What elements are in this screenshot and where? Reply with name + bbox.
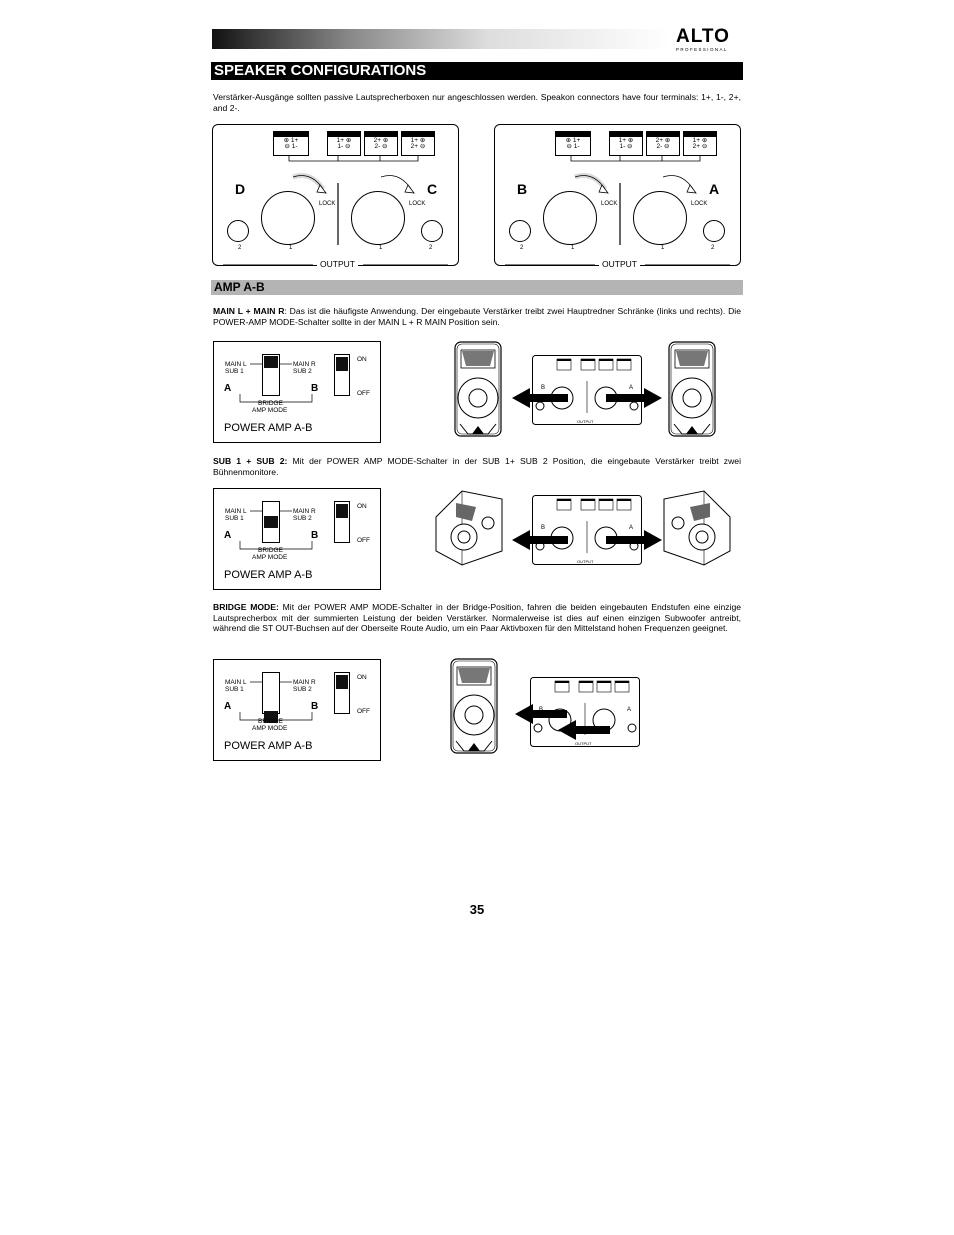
section-title: SPEAKER CONFIGURATIONS	[211, 62, 743, 80]
channel-letter: A	[709, 181, 720, 197]
config-bridge-paragraph	[213, 602, 741, 634]
channel-letter: C	[427, 181, 438, 197]
arrow-left	[512, 530, 568, 550]
config-text: : Das ist die häufigste Anwendung. Der eingebaute Verstärker treibt zwei Hauptredner Schränke (links und rechts). Die POWER-AMP MODE-Schalter sollte in der MAIN L + R MAIN Position sein.	[213, 306, 741, 327]
terminal-box: 1+ ⊕ 1- ⊖	[327, 131, 361, 156]
svg-text:A: A	[627, 707, 632, 713]
channel-letter: B	[517, 181, 528, 197]
small-jack	[509, 220, 531, 242]
output-label: OUTPUT	[317, 259, 358, 269]
header-gradient-bar	[212, 29, 670, 49]
page-number: 35	[469, 902, 485, 917]
intro-paragraph: Verstärker-Ausgänge sollten passive Lautsprecherboxen nur angeschlossen werden. Speakon connectors have four terminals: 1+, 1-, 2+, and 2-.	[213, 92, 741, 113]
terminal-box: 1+ ⊕ 2+ ⊖	[683, 131, 717, 156]
power-amp-mode-box: MAIN L SUB 1 MAIN R SUB 2 A B BRIDGE AMP MODE ON OFF POWER AMP A-B	[213, 488, 381, 590]
small-jack	[703, 220, 725, 242]
small-jack	[421, 220, 443, 242]
speakon-jack	[543, 191, 597, 245]
panel-lines	[213, 125, 458, 265]
svg-text:OUTPUT: OUTPUT	[577, 419, 594, 424]
config-lead: SUB 1 + SUB 2:	[213, 456, 288, 466]
terminal-box: 2+ ⊕ 2- ⊖	[364, 131, 398, 156]
alto-logo: ALTO PROFESSIONAL	[676, 26, 730, 52]
config-lead: BRIDGE MODE:	[213, 602, 279, 612]
speakon-jack	[351, 191, 405, 245]
power-switch[interactable]	[334, 354, 350, 396]
svg-text:A: A	[629, 525, 634, 531]
config-lead: MAIN L + MAIN R	[213, 306, 285, 316]
terminal-box-single: ⊕ 1+ ⊖ 1-	[273, 131, 309, 156]
panel-lines	[495, 125, 740, 265]
power-switch[interactable]	[334, 672, 350, 714]
svg-text:A: A	[629, 385, 634, 391]
speakon-jack	[633, 191, 687, 245]
speakon-jack	[261, 191, 315, 245]
mode-box-title: POWER AMP A-B	[224, 569, 313, 581]
power-amp-mode-box: MAIN L SUB 1 MAIN R SUB 2 A B BRIDGE AMP MODE ON OFF POWER AMP A-B	[213, 659, 381, 761]
svg-text:OUTPUT: OUTPUT	[577, 559, 594, 564]
svg-text:OUTPUT: OUTPUT	[575, 741, 592, 746]
output-panel: ⊕ 1+ ⊖ 1- 1+ ⊕ 1- ⊖ 2+ ⊕ 2- ⊖ 1+ ⊕ 2+ ⊖ LOCK LOCK 2 1 1 2 B A OUTPUT	[494, 124, 741, 266]
terminal-box-single: ⊕ 1+ ⊖ 1-	[555, 131, 591, 156]
terminal-box: 1+ ⊕ 1- ⊖	[609, 131, 643, 156]
arrow-right	[606, 530, 662, 550]
arrow-left	[558, 720, 610, 740]
config-text: Mit der POWER AMP MODE-Schalter in der Bridge-Position, fahren die beiden eingebauten Endstufen eine einzige Lautsprecherbox mit der summierten Leistung der beiden Verstärker. Normalerweise ist dies auf einen einzigen Subwoofer antreibt, während die ST OUT-Buchsen auf der Oberseite Route Audio, um ein Paar Aktivboxen für den Mittelstand hohen Frequenzen geeignet.	[213, 602, 742, 634]
amp-mode-switch[interactable]	[262, 672, 280, 714]
amp-mode-switch[interactable]	[262, 501, 280, 543]
terminal-box: 2+ ⊕ 2- ⊖	[646, 131, 680, 156]
svg-text:B: B	[541, 385, 546, 391]
arrow-left	[512, 388, 568, 408]
small-jack	[227, 220, 249, 242]
arrow-right	[606, 388, 662, 408]
terminal-box: 1+ ⊕ 2+ ⊖	[401, 131, 435, 156]
svg-text:B: B	[541, 525, 546, 531]
power-switch[interactable]	[334, 501, 350, 543]
speaker-bridge	[448, 657, 500, 757]
config-main-paragraph	[213, 306, 741, 327]
config-text: Mit der POWER AMP MODE-Schalter in der SUB 1+ SUB 2 Position, die eingebaute Verstärker treibt zwei Bühnenmonitore.	[213, 456, 741, 477]
amp-ab-title: AMP A-B	[211, 280, 743, 295]
monitor-left	[432, 487, 506, 567]
power-amp-mode-box: MAIN L SUB 1 MAIN R SUB 2 A B BRIDGE AMP MODE ON OFF POWER AMP A-B	[213, 341, 381, 443]
speaker-right	[666, 340, 718, 440]
amp-mode-switch[interactable]	[262, 354, 280, 396]
mode-box-title: POWER AMP A-B	[224, 422, 313, 434]
output-panel: ⊕ 1+ ⊖ 1- 1+ ⊕ 1- ⊖ 2+ ⊕ 2- ⊖ 1+ ⊕ 2+ ⊖ LOCK LOCK 2 1 1 2 D C OUTPUT	[212, 124, 459, 266]
config-sub-paragraph	[213, 456, 741, 477]
output-label: OUTPUT	[599, 259, 640, 269]
monitor-right	[660, 487, 734, 567]
mode-box-title: POWER AMP A-B	[224, 740, 313, 752]
channel-letter: D	[235, 181, 246, 197]
speaker-left	[452, 340, 504, 440]
